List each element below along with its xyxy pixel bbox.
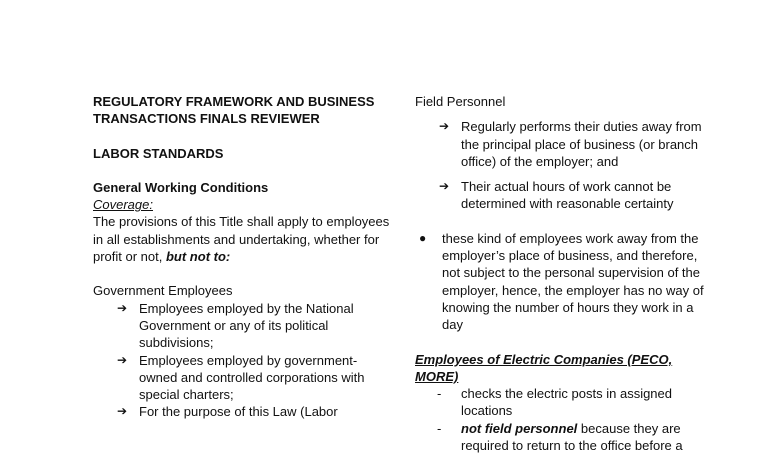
list-item [117,352,393,404]
right-arrow-bullet-icon: ➔ [117,300,128,315]
field-personnel-heading: Field Personnel [415,94,506,109]
dash-bullet: - [437,386,442,402]
list-item [117,403,393,420]
dash-item-text: checks the electric posts in assigned locations [461,386,672,419]
labor-standards-heading: LABOR STANDARDS [93,145,224,161]
right-arrow-bullet-icon: ➔ [117,352,128,367]
government-employees-list [117,300,393,421]
list-item [439,118,715,170]
dash-item-text: because they are required to return to the office before a [461,420,683,454]
bullet-text: these kind of employees work away from the employer’s place of business, and therefore, not subject to the personal supervision of the employer, hence, the employer has no way of knowing the number of hours they work in a day [442,230,704,333]
list-item-text: Regularly performs their duties away from the principal place of business (or branch office) of the employer; and [461,119,702,169]
document-title-line-1: REGULATORY FRAMEWORK AND BUSINESS [93,94,375,109]
right-column [415,93,715,454]
right-arrow-bullet-icon: ➔ [439,179,450,194]
list-item-text: For the purpose of this Law (Labor [139,404,338,420]
list-item-text: Employees employed by government-owned and controlled corporations with special charters; [139,352,365,403]
general-working-conditions-heading: General Working Conditions [93,179,269,195]
document-title-line-2: TRANSACTIONS FINALS REVIEWER [93,111,320,127]
round-bullet-icon: ● [419,230,427,245]
coverage-emphasis: but not to: [165,249,231,265]
dash-bullet: - [437,420,442,436]
coverage-text: The provisions of this Title shall apply to employees in all establishments and undertaking, whether for profit or not, [93,214,390,265]
electric-companies-heading: Employees of Electric Companies (PECO, MORE) [415,351,673,384]
coverage-label: Coverage: [93,197,153,213]
list-item [117,300,393,352]
dash-item-emphasis: not field personnel [461,420,578,436]
right-arrow-bullet-icon: ➔ [117,404,128,419]
list-item-text: Employees employed by the National Government or any of its political subdivisions; [139,300,354,351]
list-item-text: Their actual hours of work cannot be determined with reasonable certainty [461,179,674,212]
field-personnel-list [439,118,715,212]
government-employees-heading: Government Employees [93,283,233,299]
right-arrow-bullet-icon: ➔ [439,119,450,134]
list-item [415,230,715,334]
coverage-paragraph [93,213,393,265]
list-item [439,178,715,213]
list-item [415,420,715,454]
left-column [93,93,393,421]
list-item [415,385,715,420]
